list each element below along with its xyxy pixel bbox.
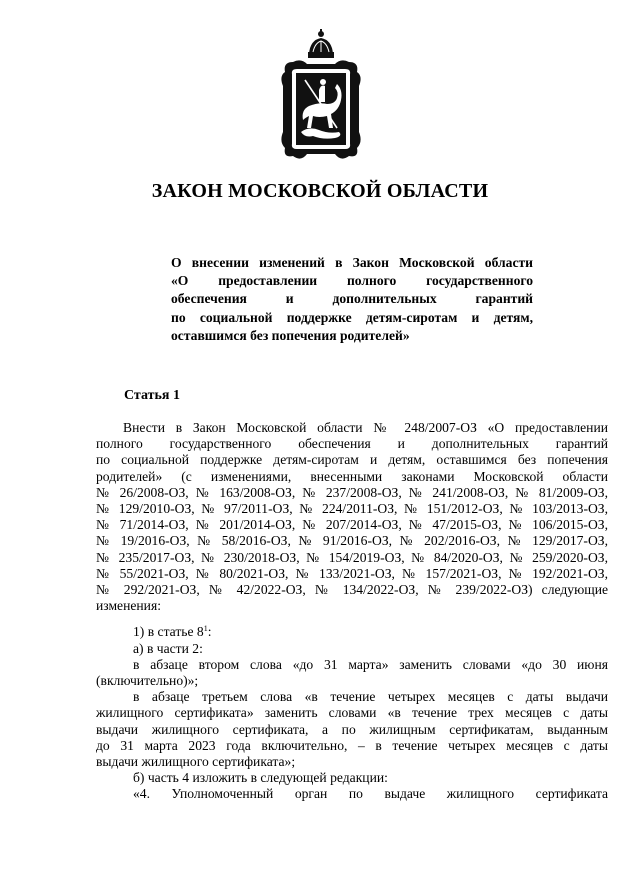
body-line: выдачи жилищного сертификата, а по жилищным сертификатам, выданным — [96, 721, 608, 737]
subtitle-line: по социальной поддержке детям-сиротам и детям, — [171, 309, 533, 325]
body-line: изменения: — [96, 598, 161, 614]
body-line: № 26/2008-ОЗ, № 163/2008-ОЗ, № 237/2008-ОЗ, № 241/2008-ОЗ, № 81/2009-ОЗ, — [96, 484, 608, 500]
article-body — [96, 420, 608, 803]
crown-icon — [308, 29, 334, 58]
body-line: в абзаце втором слова «до 31 марта» заменить словами «до 30 июня — [133, 656, 608, 672]
subtitle-line: О внесении изменений в Закон Московской области — [171, 255, 533, 270]
body-line: № 292/2021-ОЗ, № 42/2022-ОЗ, № 134/2022-ОЗ, № 239/2022-ОЗ) следующие — [96, 582, 608, 598]
article-heading: Статья 1 — [124, 388, 180, 403]
quote-line: «4. Уполномоченный орган по выдаче жилищного сертификата — [133, 786, 608, 802]
law-title: ЗАКОН МОСКОВСКОЙ ОБЛАСТИ — [151, 180, 489, 202]
body-line: до 31 марта 2023 года включительно, – в течение четырех месяцев с даты — [96, 737, 608, 753]
body-line: № 235/2017-ОЗ, № 230/2018-ОЗ, № 154/2019-ОЗ, № 84/2020-ОЗ, № 259/2020-ОЗ, — [96, 549, 608, 565]
body-line: № 55/2021-ОЗ, № 80/2021-ОЗ, № 133/2021-ОЗ, № 157/2021-ОЗ, № 192/2021-ОЗ, — [96, 565, 608, 581]
body-line: № 71/2014-ОЗ, № 201/2014-ОЗ, № 207/2014-ОЗ, № 47/2015-ОЗ, № 106/2015-ОЗ, — [96, 517, 608, 533]
body-line: в абзаце третьем слова «в течение четырех месяцев с даты выдачи — [133, 689, 608, 705]
subtitle-line: обеспечения и дополнительных гарантий — [171, 291, 533, 307]
coat-of-arms-emblem — [279, 28, 363, 162]
body-line: (включительно)»; — [96, 673, 199, 689]
item-1a: а) в части 2: — [133, 640, 203, 656]
law-subtitle — [171, 254, 533, 345]
body-line: по социальной поддержке детям-сиротам и детям, оставшимся без попечения — [96, 452, 608, 468]
body-line: полного государственного обеспечения и дополнительных гарантий — [96, 436, 608, 452]
body-line: родителей» (с изменениями, внесенными законами Московской области — [96, 468, 608, 484]
subtitle-line: «О предоставлении полного государственного — [171, 273, 533, 289]
body-line: Внести в Закон Московской области № 248/2007-ОЗ «О предоставлении — [123, 420, 608, 435]
body-line: № 129/2010-ОЗ, № 97/2011-ОЗ, № 224/2011-ОЗ, № 151/2012-ОЗ, № 103/2013-ОЗ, — [96, 501, 608, 517]
subtitle-line: оставшимся без попечения родителей» — [171, 327, 410, 343]
body-line: № 19/2016-ОЗ, № 58/2016-ОЗ, № 91/2016-ОЗ, № 202/2016-ОЗ, № 129/2017-ОЗ, — [96, 533, 608, 549]
body-line: жилищного сертификата» заменить словами «в течение трех месяцев с даты — [96, 705, 608, 721]
body-line: выдачи жилищного сертификата»; — [96, 754, 296, 770]
item-1: 1) в статье $8^1$: — [133, 624, 212, 640]
item-1b: б) часть 4 изложить в следующей редакции: — [133, 770, 388, 786]
